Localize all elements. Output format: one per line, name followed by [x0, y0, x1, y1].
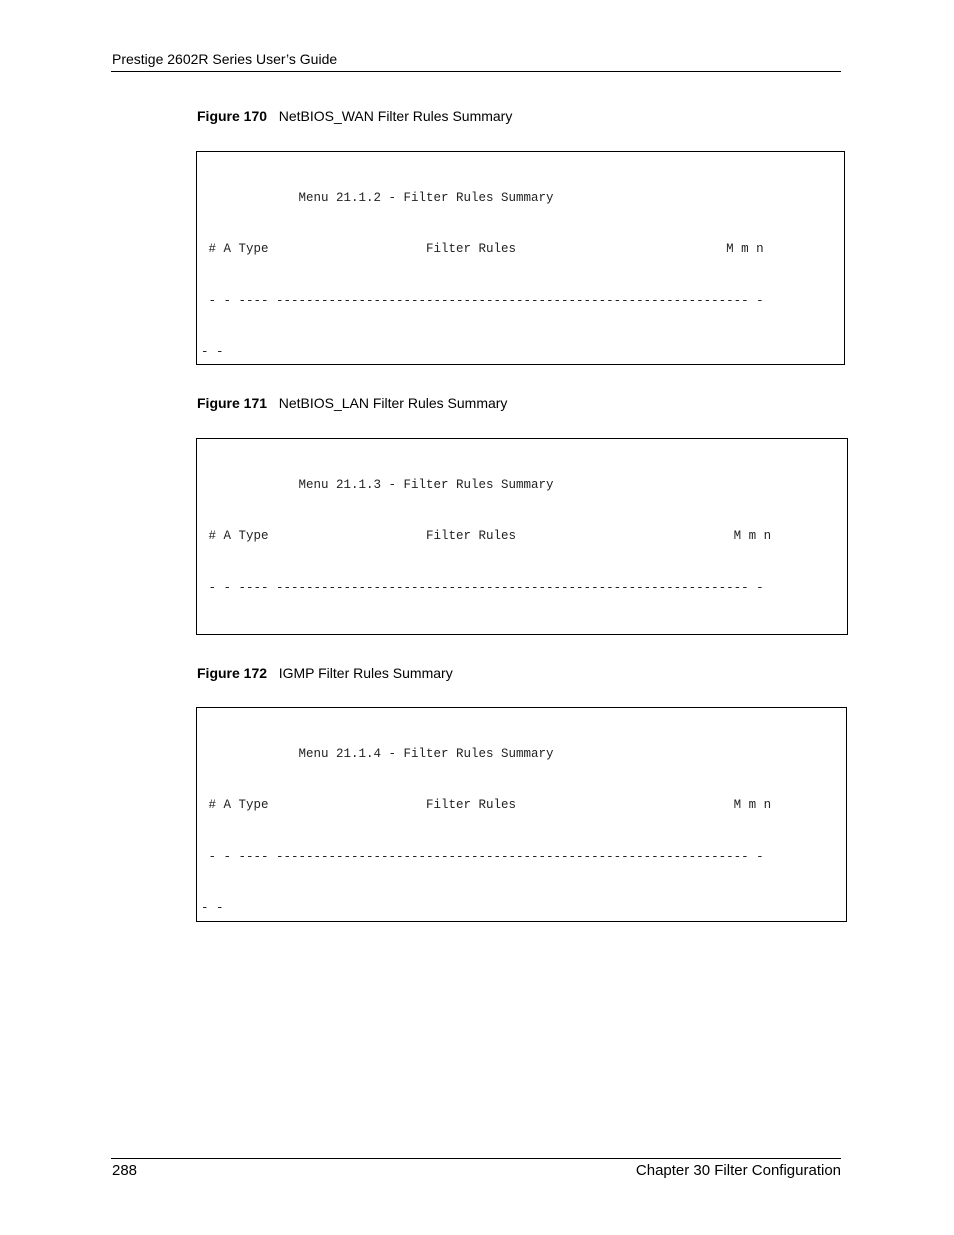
figure-171-label: Figure 171: [197, 395, 268, 411]
figure-172-title: IGMP Filter Rules Summary: [278, 665, 453, 681]
screen-line: # A Type Filter Rules M m n: [201, 529, 772, 544]
figure-171-title: NetBIOS_LAN Filter Rules Summary: [278, 395, 508, 411]
figure-172-caption: [197, 665, 453, 681]
chapter-title: Chapter 30 Filter Configuration: [635, 1162, 841, 1179]
screen-line: - - ---- --------------------------------------------------------------- -: [201, 293, 764, 308]
figure-171-screen: [196, 438, 848, 635]
figure-172-label: Figure 172: [197, 665, 268, 681]
footer-divider: [111, 1158, 841, 1159]
running-header-title: Prestige 2602R Series User’s Guide: [112, 51, 338, 67]
screen-line: - - ---- --------------------------------------------------------------- -: [201, 580, 764, 595]
screen-line: Menu 21.1.2 - Filter Rules Summary: [201, 191, 554, 206]
screen-line: Menu 21.1.3 - Filter Rules Summary: [201, 478, 554, 493]
figure-170-caption: [197, 108, 512, 124]
figure-170-screen: [196, 151, 845, 365]
screen-line: - -: [201, 901, 224, 916]
screen-line: # A Type Filter Rules M m n: [201, 242, 764, 257]
figure-170-label: Figure 170: [197, 108, 268, 124]
screen-line: Menu 21.1.4 - Filter Rules Summary: [201, 747, 554, 762]
screen-line: - -: [201, 345, 224, 360]
screen-line: # A Type Filter Rules M m n: [201, 798, 772, 813]
screen-line: [201, 631, 847, 635]
figure-170-title: NetBIOS_WAN Filter Rules Summary: [278, 108, 513, 124]
figure-172-screen: [196, 707, 847, 922]
screen-line: - - ---- --------------------------------------------------------------- -: [201, 849, 764, 864]
page-number: 288: [112, 1162, 138, 1179]
header-divider: [111, 71, 841, 72]
figure-171-caption: [197, 395, 507, 411]
